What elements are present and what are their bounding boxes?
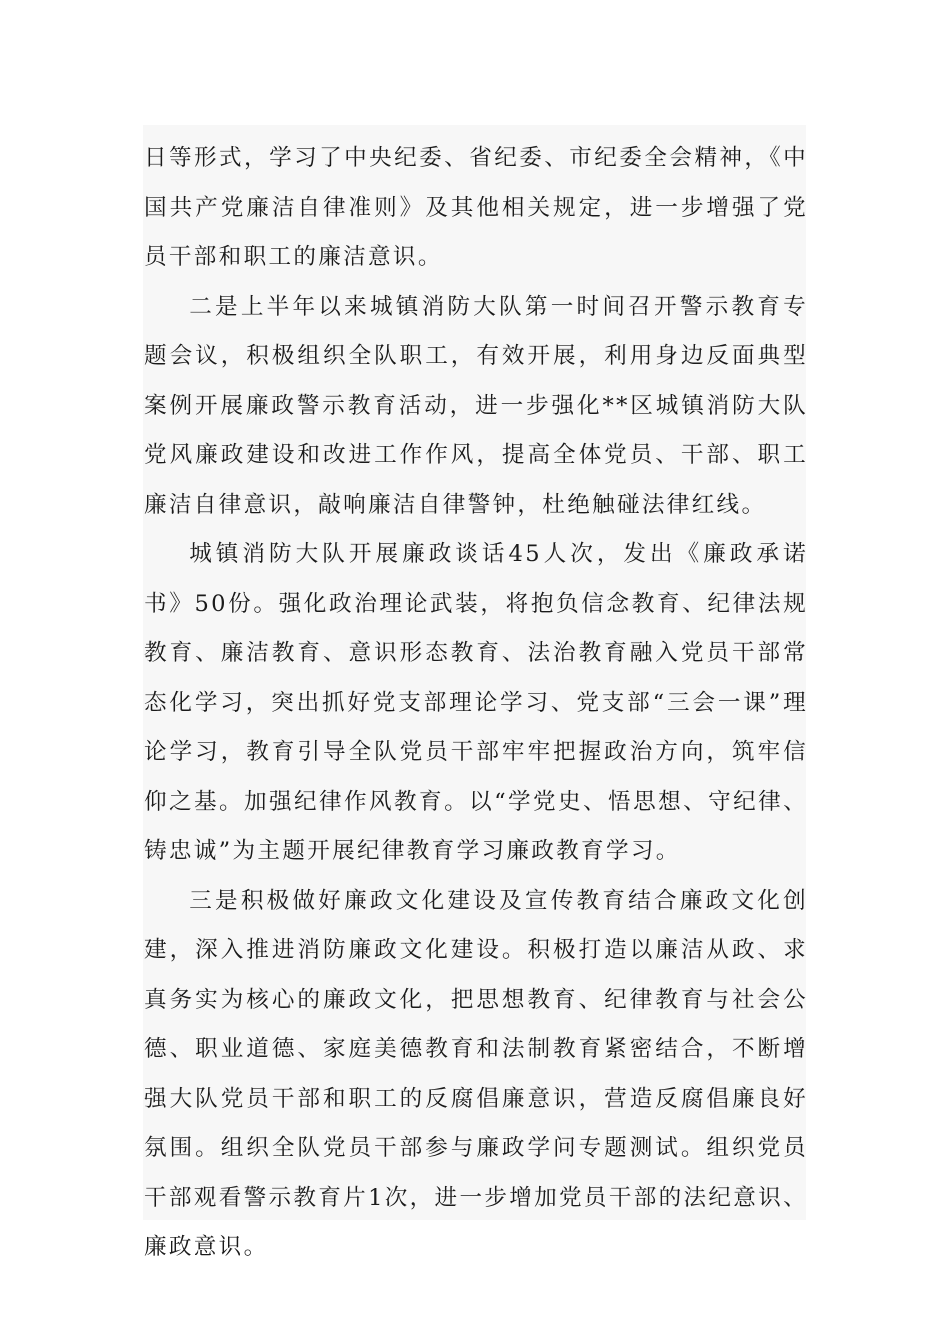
- document-body: [144, 134, 808, 1273]
- paragraph-1: 日等形式，学习了中央纪委、省纪委、市纪委全会精神，《中国共产党廉洁自律准则》及其他相关规定，进一步增强了党员干部和职工的廉洁意识。: [144, 145, 808, 270]
- paragraph-3: 城镇消防大队开展廉政谈话45人次，发出《廉政承诺书》50份。强化政治理论武装，将抱负信念教育、纪律法规教育、廉洁教育、意识形态教育、法治教育融入党员干部常态化学习，突出抓好党支部理论学习、党支部“三会一课”理论学习，教育引导全队党员干部牢牢把握政治方向，筑牢信仰之基。加强纪律作风教育。以“学党史、悟思想、守纪律、铸忠诚”为主题开展纪律教育学习廉政教育学习。: [144, 541, 808, 864]
- paragraph-2: 二是上半年以来城镇消防大队第一时间召开警示教育专题会议，积极组织全队职工，有效开展，利用身边反面典型案例开展廉政警示教育活动，进一步强化**区城镇消防大队党风廉政建设和改进工作作风，提高全体党员、干部、职工廉洁自律意识，敲响廉洁自律警钟，杜绝触碰法律红线。: [144, 293, 808, 518]
- paragraph-4: 三是积极做好廉政文化建设及宣传教育结合廉政文化创建，深入推进消防廉政文化建设。积极打造以廉洁从政、求真务实为核心的廉政文化，把思想教育、纪律教育与社会公德、职业道德、家庭美德教育和法制教育紧密结合，不断增强大队党员干部和职工的反腐倡廉意识，营造反腐倡廉良好氛围。组织全队党员干部参与廉政学问专题测试。组织党员干部观看警示教育片1次，进一步增加党员干部的法纪意识、廉政意识。: [144, 887, 808, 1260]
